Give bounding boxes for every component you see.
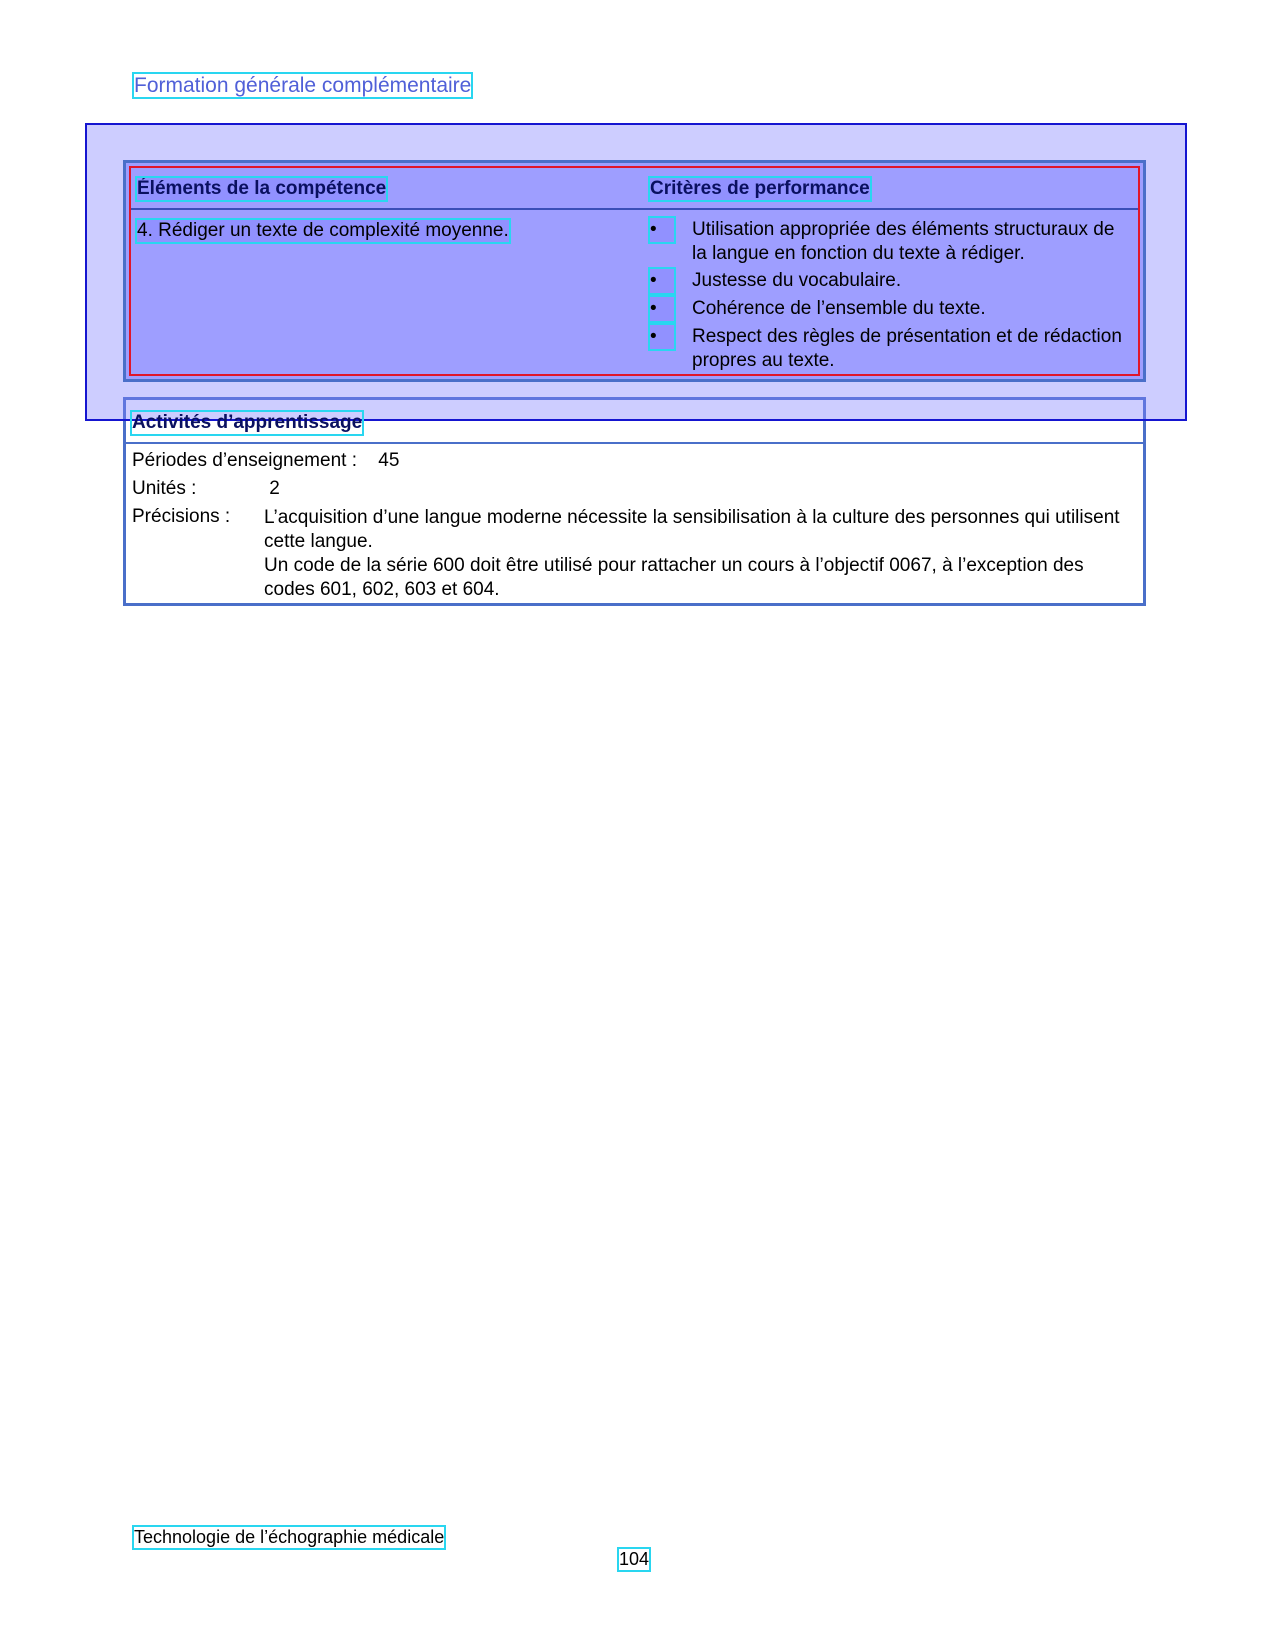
- criterion-text: Cohérence de l’ensemble du texte.: [692, 298, 986, 319]
- precisions-paragraph-1: L’acquisition d’une langue moderne nécessite la sensibilisation à la culture des personnes qui utilisent cette langue.: [264, 507, 1120, 552]
- precisions-label: Précisions :: [132, 506, 231, 527]
- competence-element: 4. Rédiger un texte de complexité moyenne.: [137, 220, 509, 241]
- bullet-icon: •: [650, 218, 674, 242]
- criterion-item: [650, 218, 1130, 266]
- units-value: 2: [269, 478, 280, 499]
- criterion-text: Utilisation appropriée des éléments structuraux de la langue en fonction du texte à rédiger.: [692, 219, 1115, 264]
- competence-table-frame: [129, 166, 1140, 376]
- header-title: Formation générale complémentaire: [134, 74, 472, 97]
- page-number: 104: [619, 1549, 650, 1569]
- criterion-item: [650, 325, 1130, 373]
- column-header-elements: Éléments de la compétence: [137, 178, 387, 199]
- precisions-text: [264, 506, 1129, 602]
- criterion-item: [650, 269, 1130, 293]
- footer-title: Technologie de l’échographie médicale: [134, 1527, 445, 1547]
- bullet-icon: •: [650, 269, 674, 293]
- competence-table: [123, 160, 1146, 382]
- units-row: [132, 478, 280, 500]
- periods-row: [132, 450, 399, 472]
- document-header: [134, 74, 471, 98]
- criterion-item: [650, 297, 1130, 321]
- bullet-icon: •: [650, 297, 674, 321]
- column-header-criteria: Critères de performance: [650, 178, 870, 199]
- activities-title: Activités d’apprentissage: [132, 412, 363, 433]
- precisions-paragraph-2: Un code de la série 600 doit être utilisé pour rattacher un cours à l’objectif 0067, à l’exception des codes 601, 602, 603 et 604.: [264, 555, 1084, 600]
- criterion-text: Respect des règles de présentation et de rédaction propres au texte.: [692, 326, 1122, 371]
- table-header-divider: [131, 208, 1138, 210]
- activities-divider: [126, 442, 1143, 444]
- periods-label: Périodes d’enseignement :: [132, 450, 357, 471]
- units-label: Unités :: [132, 478, 197, 499]
- bullet-icon: •: [650, 325, 674, 349]
- periods-value: 45: [378, 450, 400, 471]
- activities-table: [123, 397, 1146, 606]
- criterion-text: Justesse du vocabulaire.: [692, 270, 902, 291]
